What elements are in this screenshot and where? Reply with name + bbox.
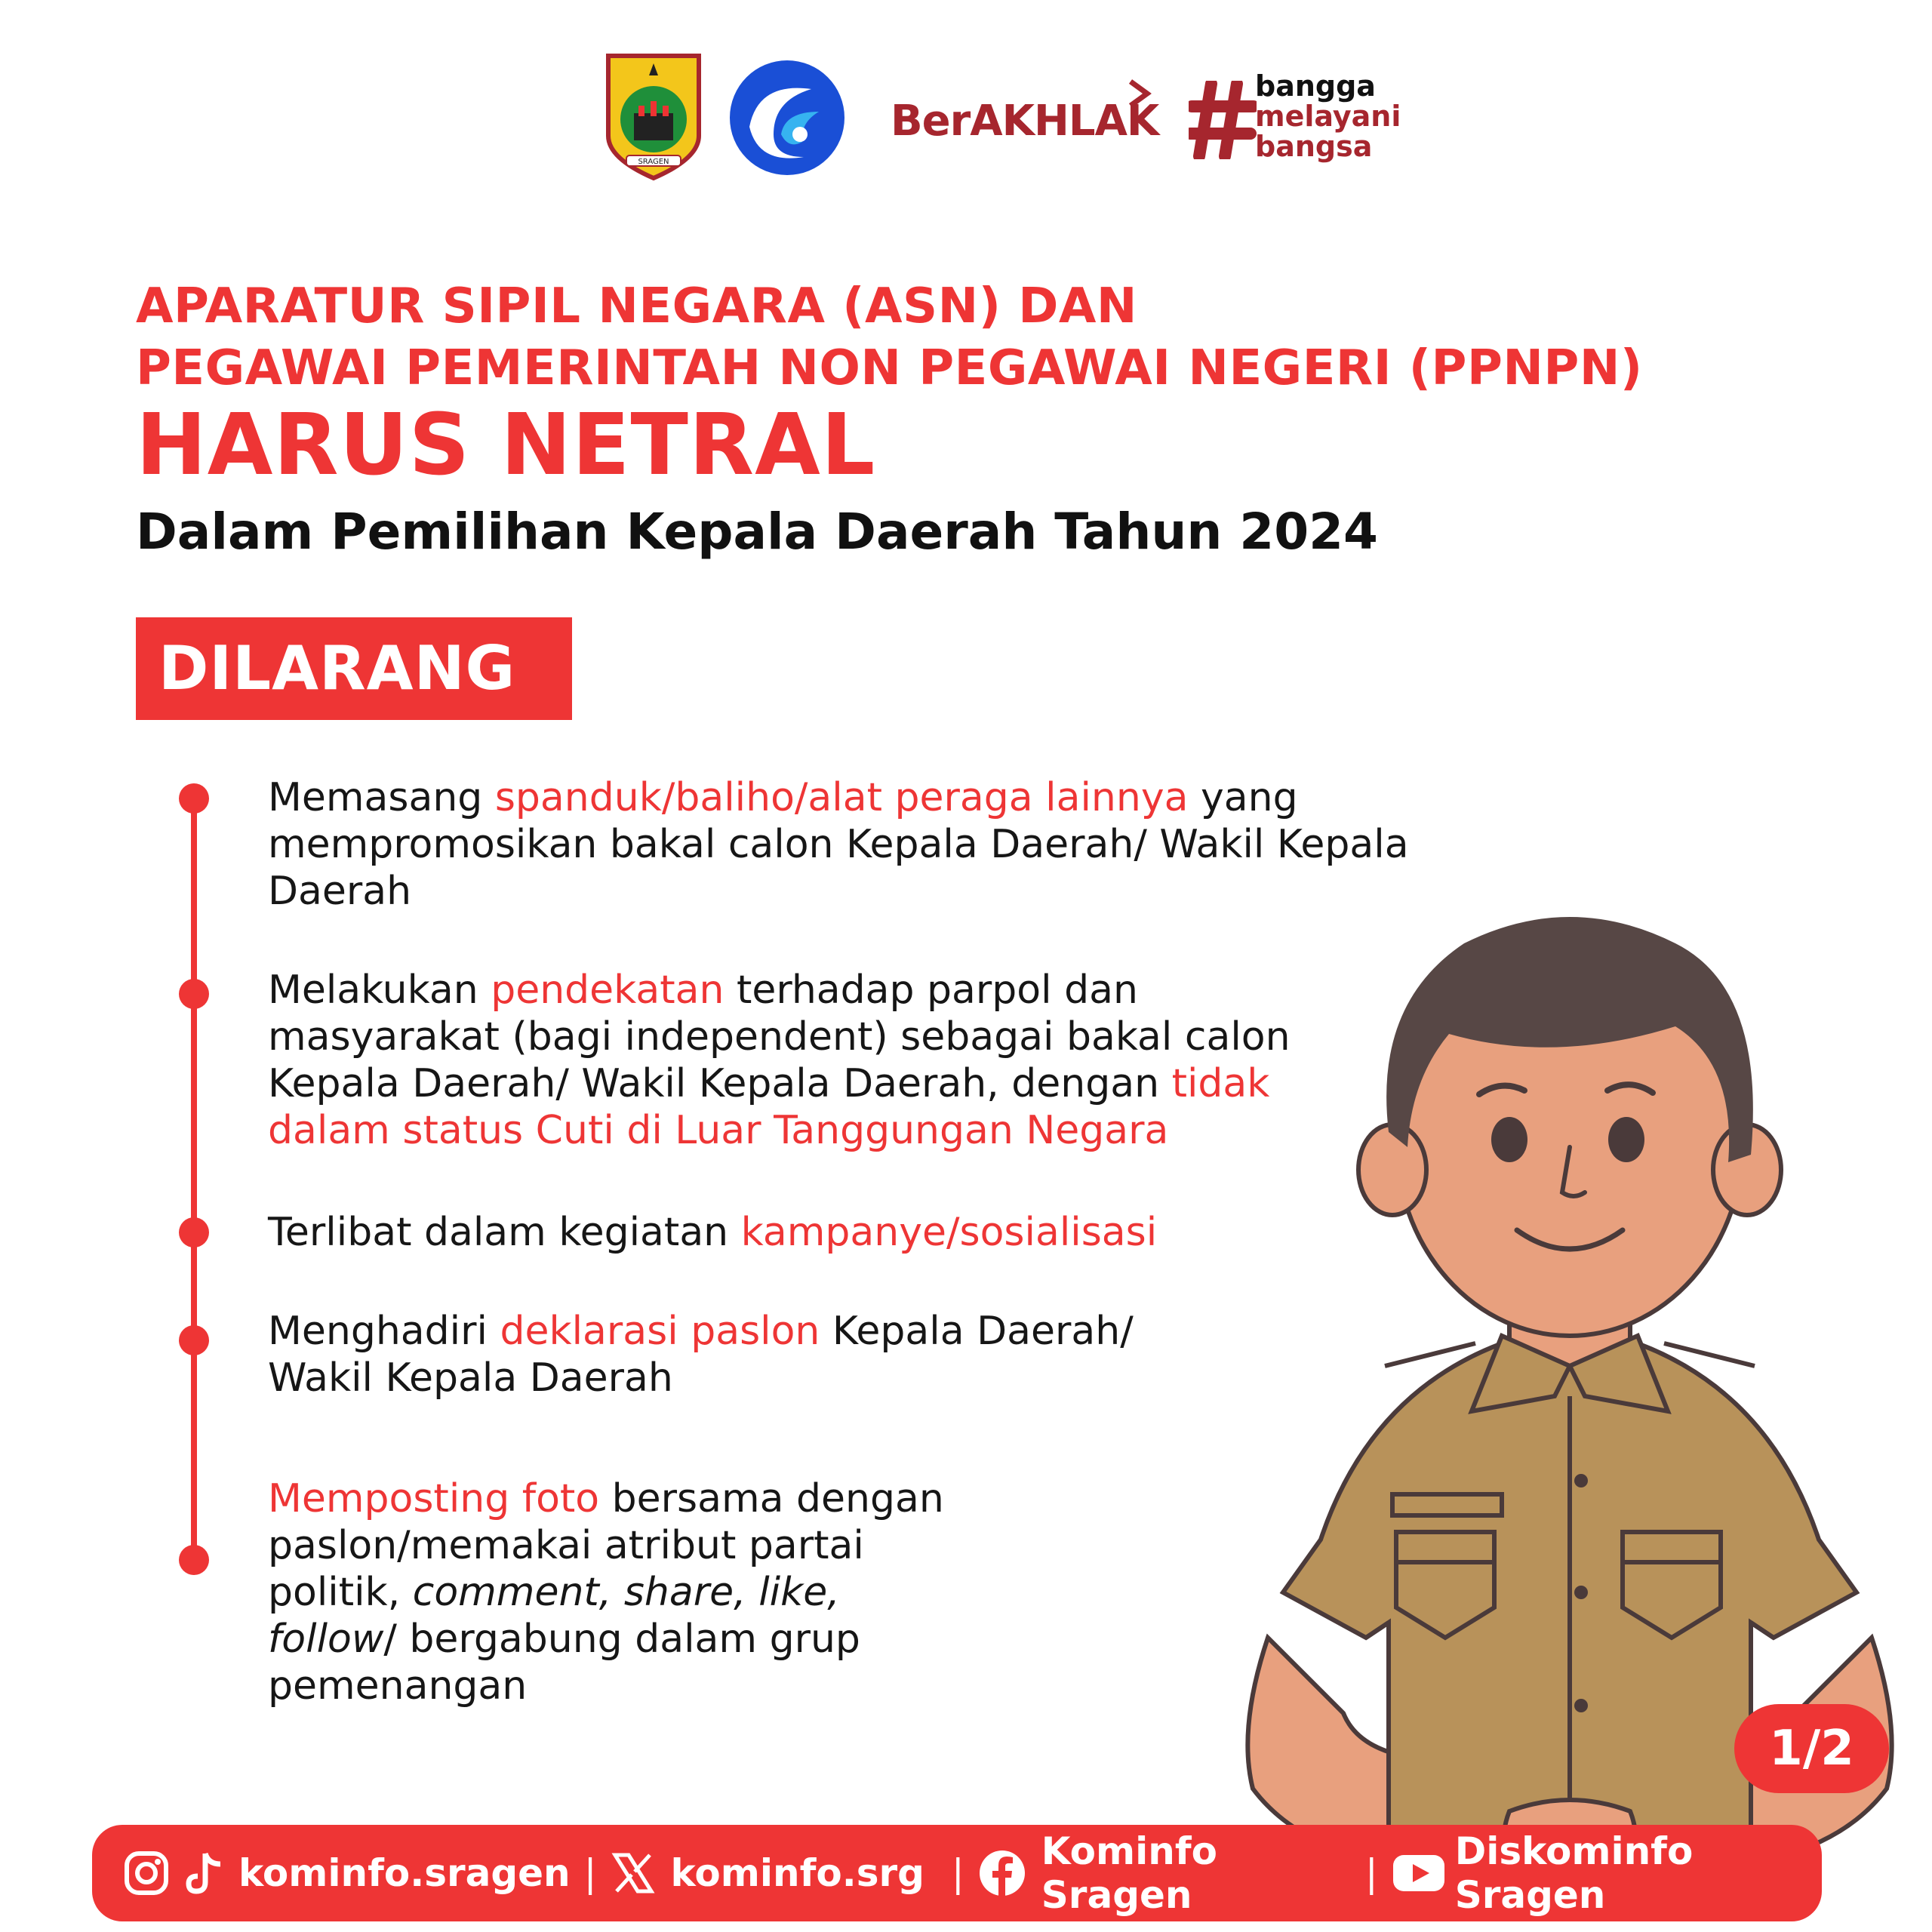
subtitle: Dalam Pemilihan Kepala Daerah Tahun 2024 — [136, 503, 1378, 561]
timeline-line — [191, 800, 197, 1562]
heading-block — [136, 275, 1643, 399]
berakhlak-chevron-icon — [1126, 78, 1152, 109]
youtube-icon[interactable] — [1392, 1854, 1446, 1893]
svg-text:SRAGEN: SRAGEN — [638, 158, 669, 166]
facebook-handle[interactable]: Kominfo Sragen — [1041, 1829, 1217, 1917]
tiktok-icon[interactable] — [186, 1850, 223, 1896]
page-indicator-badge: 1/2 — [1734, 1704, 1889, 1793]
heading-line-2: PEGAWAI PEMERINTAH NON PEGAWAI NEGERI (PPNPN) — [136, 340, 1643, 396]
hashtag-icon — [1189, 81, 1257, 159]
timeline-dot-4 — [179, 1325, 209, 1355]
list-item: Melakukan pendekatan terhadap parpol dan masyarakat (bagi independent) sebagai bakal calon Kepala Daerah/ Wakil Kepala Daerah, dengan tidak dalam status Cuti di Luar Tanggungan Negara — [268, 968, 1291, 1153]
bangga-melayani-bangsa-logo: bangga melayani bangsa — [1189, 72, 1407, 166]
timeline-dot-2 — [179, 979, 209, 1009]
instagram-tiktok-handle[interactable]: kominfo.sragen — [238, 1851, 571, 1895]
youtube-handle[interactable]: Diskominfo Sragen — [1454, 1829, 1694, 1917]
x-handle[interactable]: kominfo.srg — [670, 1851, 924, 1895]
instagram-icon[interactable] — [122, 1849, 171, 1897]
list-item: Menghadiri deklarasi paslon Kepala Daerah/ Wakil Kepala Daerah — [268, 1309, 1134, 1401]
footer-separator: | — [583, 1851, 597, 1895]
footer-separator: | — [951, 1851, 964, 1895]
footer-separator: | — [1364, 1851, 1378, 1895]
social-footer — [92, 1825, 1822, 1921]
timeline-dot-3 — [179, 1217, 209, 1247]
list-item: Memposting foto bersama dengan paslon/memakai atribut partai politik, comment, share, like, follow/ bergabung dalam grup pemenangan — [268, 1476, 944, 1709]
list-item: Memasang spanduk/baliho/alat peraga lainnya yang mempromosikan bakal calon Kepala Daerah/ Wakil Kepala Daerah — [268, 775, 1409, 914]
x-icon[interactable] — [611, 1850, 656, 1896]
timeline-dot-5 — [179, 1545, 209, 1575]
berakhlak-logo: BerAKHLAK — [891, 97, 1159, 146]
list-item: Terlibat dalam kegiatan kampanye/sosialisasi — [268, 1210, 1158, 1255]
timeline-dot-1 — [179, 783, 209, 814]
regency-emblem-icon — [604, 53, 703, 181]
heading-line-1: APARATUR SIPIL NEGARA (ASN) DAN — [136, 278, 1137, 334]
kominfo-logo-icon — [728, 59, 846, 177]
logo-bar — [0, 0, 1932, 196]
main-title: HARUS NETRAL — [136, 396, 876, 494]
facebook-icon[interactable] — [978, 1849, 1026, 1897]
section-label-dilarang: DILARANG — [136, 617, 572, 720]
